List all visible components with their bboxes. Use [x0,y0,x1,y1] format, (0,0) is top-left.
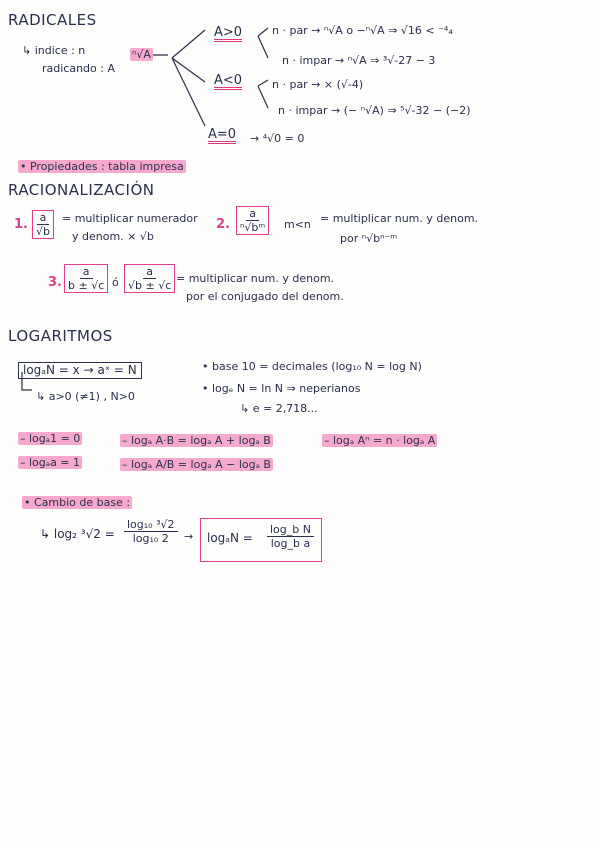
case-a-negative: A<0 [214,73,243,88]
cambio-base-text: • Cambio de base : [24,496,131,509]
item3-f2-numerator: a [143,265,156,279]
racionalizacion-title: RACIONALIZACIÓN [8,181,155,199]
formula-denominator: log_b a [270,537,311,550]
log-prop-loga: – logₐa = 1 [20,456,81,469]
item1-denominator: √b [36,225,50,238]
example-denominator: log₁₀ 2 [132,532,169,545]
case-a-negative-impar: n · impar → (− ⁿ√A) ⇒ ⁵√-32 − (−2) [278,104,471,117]
example-fraction [124,518,178,545]
item3-f2-denominator: √b ± √c [128,279,172,292]
log-definition-condition: ↳ a>0 (≠1) , N>0 [36,390,135,403]
item1-numerator: a [37,211,50,225]
item1-text2: y denom. × √b [72,230,154,243]
item3-fraction2 [124,264,175,293]
log-prop-product: – logₐ A·B = logₐ A + logₐ B [122,434,271,447]
e-value: ↳ e = 2,718... [240,402,318,415]
item3-or: ó [112,276,119,289]
item1-number: 1. [14,217,28,232]
cambio-base-note [22,496,132,509]
propiedades-note [18,160,186,173]
item1-text1: = multiplicar numerador [62,212,198,225]
item3-fraction1 [64,264,108,293]
item2-text2: por ⁿ√bⁿ⁻ᵐ [340,232,398,245]
formula-lhs: logₐN = [207,531,253,545]
log-definition-box: logₐN = x → aˣ = N [18,362,142,379]
example-lhs: ↳ log₂ ³√2 = [40,527,115,541]
item2-condition: m<n [284,218,311,231]
arrow-icon: → [184,530,194,543]
item3-text2: por el conjugado del denom. [186,290,344,303]
item2-text1: = multiplicar num. y denom. [320,212,479,225]
case-a-zero: A=0 [208,127,237,142]
case-a-positive-impar: n · impar → ⁿ√A ⇒ ³√-27 − 3 [282,54,436,67]
item1-fraction [32,210,54,239]
item2-number: 2. [216,217,230,232]
radicando-label: radicando : A [42,62,115,75]
indice-label: ↳ indice : n [22,44,86,57]
example-numerator: log₁₀ ³√2 [124,518,178,532]
case-a-zero-result: → ⁴√0 = 0 [250,132,305,145]
item3-f1-numerator: a [80,265,93,279]
formula-numerator: log_b N [267,523,314,537]
log-prop-quotient: – logₐ A/B = logₐ A − logₐ B [122,458,271,471]
item3-number: 3. [48,275,62,290]
item2-fraction [236,206,269,235]
item2-numerator: a [246,207,259,221]
item3-f1-denominator: b ± √c [68,279,105,292]
log-base10-note: • base 10 = decimales (log₁₀ N = log N) [202,360,422,373]
log-base-e-note: • logₑ N = ln N ⇒ neperianos [202,382,361,395]
item3-text1: = multiplicar num. y denom. [176,272,335,285]
change-of-base-formula-box [200,518,322,562]
case-a-negative-par: n · par → × (√-4) [272,78,364,91]
log-prop-log1: – logₐ1 = 0 [20,432,81,445]
case-a-positive-par: n · par → ⁿ√A o −ⁿ√A ⇒ √16 < ⁻⁴₄ [272,24,453,37]
propiedades-text: • Propiedades : tabla impresa [20,160,184,173]
formula-fraction [267,523,314,550]
logaritmos-title: LOGARITMOS [8,327,113,345]
case-a-positive: A>0 [214,25,243,40]
root-expression: ⁿ√A [132,48,151,61]
log-prop-power: – logₐ Aⁿ = n · logₐ A [324,434,436,447]
item2-denominator: ⁿ√bᵐ [240,221,266,234]
radicales-title: RADICALES [8,11,97,29]
